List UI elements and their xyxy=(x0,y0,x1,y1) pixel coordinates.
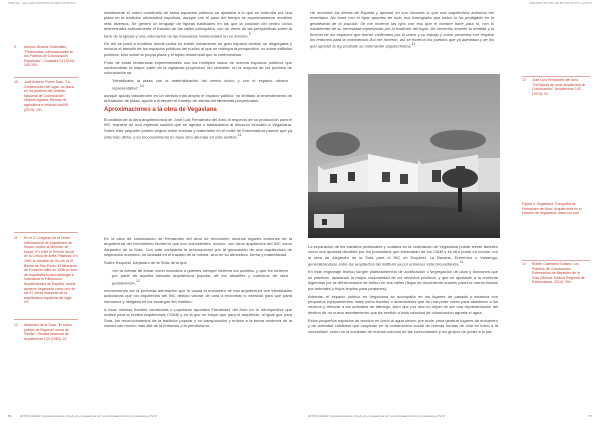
divider xyxy=(522,76,590,77)
right-page xyxy=(300,0,600,424)
paragraph: En este engranaje teórico surgen planteamientos de zonificación o segregación de usos y funciones que se plantean, ajustando la mayor racionalidad de los servicios públicos, y que se ajustarán a la corriente higienista por la diferenciación de tráfico en sus calles (flujos de movimiento suaves para los carros tirados por animales y flujos limpios para peatones). xyxy=(308,269,498,291)
footnote-number: 11 xyxy=(14,236,18,240)
footnote-number: 14 xyxy=(522,262,526,266)
footnote-text: En el V Congreso de la Unión Internacional de Arquitectos de Moscú recibió la Mención de Honor. En 1959 el Premio Anual de la Crítica de Artes Plásticas. En 1961 la medalla de Oro en la VI Bienal de Sao Paulo. El Ministerio de Fomento editó en 1998 la Guía de Arquitectura para catalogar e inventariar el Patrimonio Arquitectónico de España, donde aparece Vegaviana como uno de los 67 obras maestras de la arquitectura española del siglo XX. xyxy=(24,236,78,305)
paragraph: Estos pequeños espacios de reunión en torno al agua sirven, por ende, para generar lugares de encuentro y de actividad cotidiana que cooperan en la construcción social de nuevas formas de vida en torno a la comunidad, como en la sociedad de nuevos colonos de las comunidades y los grupos de poder a la par. xyxy=(308,317,498,334)
section-heading: Aproximaciones a la obra de Vegaviana xyxy=(104,106,217,113)
photo-caption: Figura 4. Vegaviana. Fotografía de Fernández del Amo. Arquitectura en el entorno de Vegaviana. www.xxx.com xyxy=(522,202,582,216)
footnote-text: José Luis Fernández del Amo, "Del llamar de unos arquitectos de Colonización", Arquitectura 192 (1974): 32. xyxy=(532,78,586,96)
vegaviana-photo xyxy=(308,74,500,238)
paragraph: La separación de los tránsitos peatonales y rodados en la ordenación de Vegaviana puede leerse también como una apuesta decidida por los postulados que emanaban de los CIAM y es otro punto en común con la obra de Alejandro de la Sota para el INC en Esquivel, La Bazana, Entrerríos o Valuengo; generalizándose entre los arquitectos del instituto ya por entonces esta circunstancia.$^{14}$ xyxy=(308,244,498,267)
photo-illustration xyxy=(308,74,500,238)
page-footer: ZETTAS ALFANÚ | Laboratorio del arte | Fondo de un pequeño de voz | sus Ferrandez del Amo | la Vegaviana pp 52-67 xyxy=(308,415,446,418)
page-number: 57 xyxy=(588,414,592,418)
footnote-10 xyxy=(14,80,78,112)
paragraph: El análisis de la obra arquitectónica de José Luis Fernández del Amo al respecto de su producción para el INC requiere de una especial cautela que se agrupa o trasladamos al discurso evocado a Vegaviana. Sobre este pequeño pueblo erigido entre encinas y materiales en el norte de Extremadura parece que ya está todo dicho, y su reconocimiento no hace sino abundar en este sentido.$^{11}$ xyxy=(104,116,292,140)
footnote-text: Antonio Álvarez Tordesillas, "Referencias Internacionales en los Pueblos de Colonización Españoles", Ciudades 13 (2010): 193-194. xyxy=(24,45,76,68)
footnote-text: Rubén Cabecera Soriano, Los Pueblos de Colonización Extremeños de Alejandro de la Sota (Mérida: Editora Regional de Extremadura, 2014): 204. xyxy=(532,262,585,285)
footnote-number: 12 xyxy=(14,323,18,327)
divider xyxy=(14,232,78,233)
body-text-upper xyxy=(104,10,292,142)
paragraph: inicialmente el orden construido de estos espacios públicos se ajustaba a lo que se entendía por una plaza en la tradición urbanística española, aunque con el paso del tiempo se experimentaron modelos más diversos. Se generó un lenguaje de figuras habituales en las que la posición del centro cívico determinaba estrictamente el trazado de las calles principales, con un cierre de las perspectivas sobre la torre de la iglesia y una ordenación de las manzanas residenciales en su entorno.$^9$ xyxy=(104,10,292,38)
footnote-number: 9 xyxy=(14,45,16,49)
paragraph: En la obra de colonización de Fernández del Amo se reconocen muchos lugares comunes de la arquitectura del Movimiento Moderno que son coincidentes, incluso, con otros arquitectos del INC como Alejandro de la Sota. Con este compartía la preocupación por la generación de una arquitectura de inspiración anónima, no lanzada en el trazado de la misma, sino en su atmósfera, forma y materialidad. xyxy=(104,236,292,258)
divider xyxy=(522,260,590,261)
footnote-12 xyxy=(14,323,78,341)
footnote-text: José Antonio Flores Soto, "La Construcción del lugar. La plaza en los pueblos del Instituto Nacional de Colonización", Historia Agraria. Revista de agricultura e historia rural 60 (2013): 131. xyxy=(24,80,74,112)
divider xyxy=(14,319,78,320)
block-quote: He recorrido las tierras de España y aprendí en sus rincones lo que una arquitectura anónima me enseñaba. No tomé con el lápiz apuntes de todo esa iconografía que todos la ha prodigado en la geobéseda de lo popular. Se me hicieron las ojos con eso que el hombre hace para sí, con lo establecido de su necesidad expresando por la tradición del lugar. De sectorías enseñé la medida y la función de los espacios que fueron vivificados por la unión y su trabajo y como presentía con respeto los entornos para la convivencia. Así me hicieron, así se hicieron los pueblos que ya admiraba y de los que aprendí la ley ocultade su ordenación arquitectónica.$^{13}$ xyxy=(310,10,494,49)
page-footer: ZETTAS ALFANÚ | Laboratorio del arte | Fondo de un pequeño de voz | sus Ferrandez del Amo | la Vegaviana pp 52-67 xyxy=(20,415,158,418)
paragraph: aunque quizás trascienden en un sentido más amplio el espacio público, no limitado al entendimiento de la tradición de plaza, ayude a entender el manejo de ciertas herramientas proyectuales. xyxy=(104,92,292,104)
paragraph: reconociendo así la profunda admiración que le causa el encuentro de esa arquitectura con identidades autóctonas que los arquitectos del INC debían valorar de cara a encontrar lo esencial para que parta intrínseca y obligada en los encargos del Instituto. xyxy=(104,288,292,304)
inline-quote: "identificaba la plaza con la materialización del centro cívico y con el espacio urbano representativo",$^{10}$ xyxy=(112,78,288,91)
paragraph: De ahí se pasó a modelos donde podía no existir únicamente un gran espacio central, se disgregaba y reducía el tamaño de los espacios públicos del núcleo al que se redirigía la perspectiva, no sobre edificios públicos, sino sobre la propia plaza y el tejido residencial que la conformaban. xyxy=(104,40,292,57)
footnote-11 xyxy=(14,236,78,305)
page-number: 56 xyxy=(8,414,12,418)
footnote-number: 10 xyxy=(14,80,18,84)
body-text xyxy=(308,244,498,336)
paragraph: Además, el espacio público en Vegaviana se acompaña en los lugares de pasada y estancia con pequeños equipamientos, tales como fuentes o abrevaderos que de una parte crean para abastecer a los vecinos y reforzar a los animales de labriego, pero que por otra no dejan de ser una representación del destino de un nuevo asentamiento que da sentido a toda voluntad de colonización agraria el agua. xyxy=(308,293,498,315)
footnote-9 xyxy=(14,45,78,68)
paragraph: Fruto de estas tendencias experimentales son los múltiples casos de nuevos espacios públicos que conformaban la mayor parte de la vigilancia proyectual. No obstante, en la mayoría de los pueblos de colonización se xyxy=(104,59,292,76)
footnote-text: Alejandro de la Sota, "El nuevo pueblo de Esquivel, cerca de Sevilla", Revista Nacional de Arquitectura 133 (1953): 22. xyxy=(24,323,73,341)
footnote-14 xyxy=(522,262,586,285)
body-text-lower xyxy=(104,236,292,331)
paragraph: Sobre Esquivel, Alejandro de la Sota, diría que xyxy=(104,260,187,266)
footnote-number: 13 xyxy=(522,78,526,82)
paragraph: A esas mismas fuentes vernáculas o populares apuntará Fernández del Amo en la retrospectiva que realiza para la revista Arquitectura COAM y en la que se intuye que para el arquitecto, al igual que para Sota, los reconocimientos de la tradición popular y su transposición y enlace a la forma moderna de la ciudad van mucho más allá de la imitación o la primitivismo. xyxy=(104,306,292,329)
block-quote-top xyxy=(308,10,498,52)
footnote-13 xyxy=(522,78,586,96)
divider xyxy=(14,77,78,78)
right-page-header: 2020 DOFS·FS·2020·100·PP·XXX·PP·XXX / pp 52-67 xyxy=(529,2,592,5)
left-page-header: TEMA 111 · Jerez 2020 2020 DOFS·FS·2020·100·PP·XXX xyxy=(8,2,76,5)
block-quote: «en la intenta de tomar como maestros a quienes siempre hicieron los pueblos, y que los hicieron por parte de aquella llamada arquitectura popular, de los albañiles y maestros de obra pueblerinos»,$^{12}$ xyxy=(112,268,288,286)
